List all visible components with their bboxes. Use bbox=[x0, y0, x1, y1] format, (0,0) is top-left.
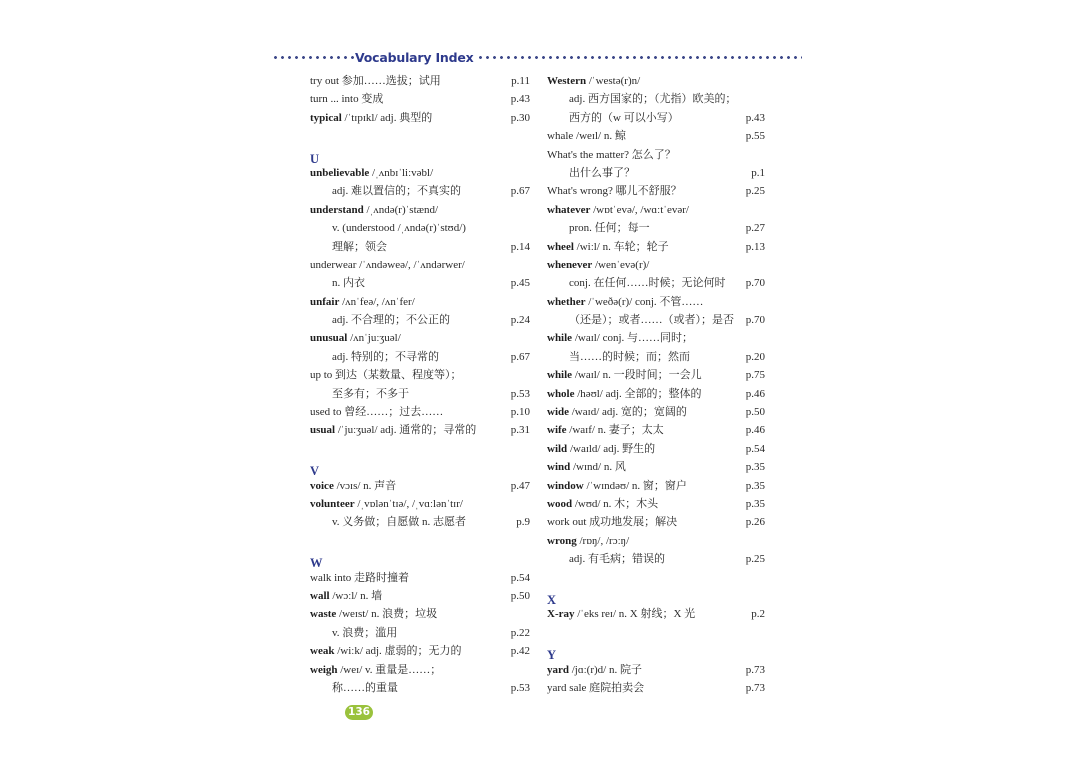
headword: while bbox=[547, 332, 573, 345]
definition: /waɪl/ n. 一段时间；一会儿 bbox=[572, 369, 702, 382]
vocab-entry bbox=[310, 329, 530, 347]
headword: weigh bbox=[310, 663, 338, 676]
definition: adj. 不合理的；不公正的 bbox=[332, 314, 450, 327]
definition: /waɪld/ adj. 野生的 bbox=[567, 442, 656, 455]
page-ref: p.67 bbox=[510, 185, 530, 198]
page-ref: p.50 bbox=[510, 589, 530, 602]
definition: /waɪl/ conj. 与……同时； bbox=[572, 332, 694, 345]
definition: pron. 任何；每一 bbox=[569, 222, 650, 235]
entry-continuation bbox=[547, 311, 765, 329]
page-ref: p.30 bbox=[510, 111, 530, 124]
entry-continuation bbox=[547, 348, 765, 366]
entry-text bbox=[310, 182, 461, 200]
headword: wall bbox=[310, 589, 330, 602]
headword: whenever bbox=[547, 258, 593, 271]
entry-text bbox=[310, 679, 398, 697]
headword: voice bbox=[310, 479, 334, 492]
entry-text bbox=[310, 587, 382, 605]
definition: work out 成功地发展；解决 bbox=[547, 516, 678, 529]
definition: 出什么事了？ bbox=[569, 166, 635, 179]
entry-continuation bbox=[547, 90, 765, 108]
entry-text bbox=[547, 679, 644, 697]
entry-text bbox=[310, 201, 438, 219]
entry-text bbox=[547, 90, 736, 108]
spacer bbox=[310, 440, 530, 458]
entry-text bbox=[547, 532, 629, 550]
entry-text bbox=[547, 458, 626, 476]
entry-text bbox=[547, 477, 687, 495]
vocab-entry bbox=[547, 146, 765, 164]
page-ref: p.13 bbox=[745, 240, 765, 253]
headword: understand bbox=[310, 203, 364, 216]
definition: try out 参加……选拔；试用 bbox=[310, 75, 441, 87]
page-ref: p.43 bbox=[510, 93, 530, 106]
page-ref: p.42 bbox=[510, 645, 530, 658]
definition: /wɪnd/ n. 风 bbox=[570, 461, 626, 474]
definition: /rɒŋ/, /rɔːŋ/ bbox=[576, 534, 630, 547]
vocab-entry bbox=[310, 661, 530, 679]
definition: adj. 特别的；不寻常的 bbox=[332, 350, 439, 363]
vocab-entry bbox=[310, 164, 530, 182]
entry-text bbox=[547, 348, 690, 366]
page-ref: p.46 bbox=[745, 387, 765, 400]
definition: （还是）；或者……（或者）；是否 bbox=[569, 314, 734, 327]
entry-text bbox=[310, 495, 463, 513]
entry-text bbox=[547, 661, 642, 679]
page-ref: p.25 bbox=[745, 553, 765, 566]
page-ref: p.70 bbox=[745, 314, 765, 327]
spacer bbox=[547, 624, 765, 642]
vocab-entry bbox=[547, 182, 765, 200]
entry-text bbox=[310, 164, 433, 182]
entry-text bbox=[547, 127, 626, 145]
definition: /weɪ/ v. 重量是……； bbox=[337, 663, 442, 676]
entry-continuation bbox=[310, 513, 530, 531]
vocab-entry bbox=[310, 90, 530, 108]
page-ref: p.50 bbox=[745, 406, 765, 419]
section-header bbox=[272, 49, 802, 65]
definition: /vɔɪs/ n. 声音 bbox=[333, 479, 397, 492]
entry-continuation bbox=[547, 164, 765, 182]
spacer bbox=[310, 532, 530, 550]
entry-continuation bbox=[547, 109, 765, 127]
entry-continuation bbox=[310, 219, 530, 237]
definition: v. (understood /ˌʌndə(r)ˈstʊd/) bbox=[332, 222, 466, 235]
definition: conj. 在任何……时候；无论何时 bbox=[569, 277, 726, 290]
headword: X-ray bbox=[547, 608, 575, 621]
definition: /waɪf/ n. 妻子；太太 bbox=[566, 424, 664, 437]
vocab-entry bbox=[547, 238, 765, 256]
definition: 至多有；不多于 bbox=[332, 387, 409, 400]
definition: v. 浪费；滥用 bbox=[332, 626, 398, 639]
page-ref: p.35 bbox=[745, 479, 765, 492]
definition: /ˈwestə(r)n/ bbox=[586, 75, 641, 87]
dotted-rule-right bbox=[477, 56, 803, 59]
headword: wide bbox=[547, 406, 569, 419]
page-ref: p.2 bbox=[751, 608, 765, 621]
vocab-entry bbox=[547, 477, 765, 495]
headword: unusual bbox=[310, 332, 348, 345]
vocab-entry bbox=[547, 329, 765, 347]
vocab-entry bbox=[547, 532, 765, 550]
definition: walk into 走路时撞着 bbox=[310, 571, 409, 584]
vocab-entry bbox=[310, 421, 530, 439]
entry-text bbox=[310, 329, 401, 347]
entry-text bbox=[547, 311, 734, 329]
entry-text bbox=[547, 146, 676, 164]
entry-text bbox=[547, 366, 702, 384]
definition: up to 到达（某数量、程度等）； bbox=[310, 369, 462, 382]
page-ref: p.73 bbox=[745, 663, 765, 676]
definition: 称……的重量 bbox=[332, 681, 398, 694]
page-ref: p.54 bbox=[510, 571, 530, 584]
entry-text bbox=[310, 348, 439, 366]
definition: /ˈtɪpɪkl/ adj. 典型的 bbox=[341, 111, 433, 124]
definition: /ˈweðə(r)/ conj. 不管…… bbox=[585, 295, 704, 308]
definition: /wiːl/ n. 车轮；轮子 bbox=[573, 240, 669, 253]
entry-continuation bbox=[310, 348, 530, 366]
entry-text bbox=[547, 109, 679, 127]
section-letter: W bbox=[310, 556, 323, 571]
vocab-entry bbox=[310, 477, 530, 495]
entry-text bbox=[547, 440, 655, 458]
entry-continuation bbox=[547, 550, 765, 568]
vocab-entry bbox=[310, 642, 530, 660]
page-ref: p.47 bbox=[510, 479, 530, 492]
entry-text bbox=[547, 513, 677, 531]
entry-text bbox=[310, 421, 476, 439]
page-ref: p.24 bbox=[510, 314, 530, 327]
definition: /ʌnˈjuːʒuəl/ bbox=[347, 332, 401, 345]
entry-text bbox=[310, 90, 383, 108]
entry-continuation bbox=[310, 624, 530, 642]
definition: /jɑː(r)d/ n. 院子 bbox=[569, 663, 642, 676]
page-ref: p.31 bbox=[510, 424, 530, 437]
page-ref: p.14 bbox=[510, 240, 530, 253]
vocab-entry bbox=[547, 513, 765, 531]
definition: adj. 有毛病；错误的 bbox=[569, 553, 665, 566]
page-title: Vocabulary Index bbox=[355, 49, 474, 65]
vocab-entry bbox=[310, 72, 530, 90]
headword: wife bbox=[547, 424, 567, 437]
entry-continuation bbox=[310, 679, 530, 697]
definition: /ˈeks reɪ/ n. X 射线；X 光 bbox=[574, 608, 696, 621]
entry-text bbox=[547, 238, 669, 256]
definition: /ˌvɒlənˈtɪə/, /ˌvɑːlənˈtɪr/ bbox=[354, 497, 463, 510]
entry-text bbox=[310, 605, 437, 623]
entry-text bbox=[310, 477, 396, 495]
vocab-entry bbox=[547, 421, 765, 439]
vocab-entry bbox=[310, 109, 530, 127]
entry-text bbox=[310, 219, 466, 237]
spacer bbox=[310, 127, 530, 145]
entry-text bbox=[310, 256, 465, 274]
entry-text bbox=[310, 661, 441, 679]
page-ref: p.20 bbox=[745, 350, 765, 363]
entry-continuation bbox=[310, 385, 530, 403]
entry-text bbox=[310, 274, 365, 292]
entry-text bbox=[310, 513, 466, 531]
headword: wood bbox=[547, 497, 573, 510]
headword: waste bbox=[310, 608, 337, 621]
definition: adj. 难以置信的；不真实的 bbox=[332, 185, 461, 198]
definition: 理解；领会 bbox=[332, 240, 387, 253]
section-letter: Y bbox=[547, 648, 557, 663]
entry-continuation bbox=[310, 182, 530, 200]
page-ref: p.11 bbox=[511, 75, 530, 87]
definition: What's wrong? 哪儿不舒服？ bbox=[547, 185, 682, 198]
entry-text bbox=[310, 311, 450, 329]
headword: volunteer bbox=[310, 497, 355, 510]
page-ref: p.53 bbox=[510, 387, 530, 400]
page-ref: p.73 bbox=[745, 681, 765, 694]
entry-text bbox=[310, 569, 409, 587]
vocab-entry bbox=[547, 293, 765, 311]
entry-text bbox=[547, 495, 658, 513]
headword: wrong bbox=[547, 534, 577, 547]
vocab-entry bbox=[547, 72, 765, 90]
vocab-entry bbox=[547, 201, 765, 219]
page-ref: p.46 bbox=[745, 424, 765, 437]
page-ref: p.54 bbox=[745, 442, 765, 455]
headword: window bbox=[547, 479, 584, 492]
section-letter: X bbox=[547, 592, 557, 607]
definition: /həʊl/ adj. 全部的；整体的 bbox=[574, 387, 702, 400]
vocab-entry bbox=[310, 366, 530, 384]
definition: /ˌʌnbɪˈliːvəbl/ bbox=[369, 166, 434, 179]
entry-text bbox=[547, 219, 650, 237]
page-ref: p.35 bbox=[745, 461, 765, 474]
entry-text bbox=[310, 624, 397, 642]
entry-text bbox=[547, 182, 682, 200]
entry-text bbox=[547, 403, 687, 421]
vocab-entry bbox=[547, 605, 765, 623]
entry-continuation bbox=[547, 219, 765, 237]
section-letter: V bbox=[310, 464, 320, 479]
page-ref: p.75 bbox=[745, 369, 765, 382]
entry-continuation bbox=[547, 274, 765, 292]
entry-text bbox=[310, 109, 432, 127]
vocab-entry bbox=[547, 458, 765, 476]
definition: What's the matter? 怎么了？ bbox=[547, 148, 676, 161]
definition: /waɪd/ adj. 宽的；宽阔的 bbox=[569, 406, 687, 419]
entry-text bbox=[310, 642, 462, 660]
definition: n. 内衣 bbox=[332, 277, 365, 290]
section-letter: U bbox=[310, 151, 320, 166]
page-ref: p.22 bbox=[510, 626, 530, 639]
page-ref: p.1 bbox=[751, 166, 765, 179]
headword: yard bbox=[547, 663, 569, 676]
entry-text bbox=[547, 421, 664, 439]
vocab-column-left bbox=[310, 72, 530, 697]
definition: /wʊd/ n. 木；木头 bbox=[572, 497, 659, 510]
entry-text bbox=[310, 238, 387, 256]
vocab-entry bbox=[310, 403, 530, 421]
definition: /ˈwɪndəʊ/ n. 窗；窗户 bbox=[583, 479, 687, 492]
headword: wind bbox=[547, 461, 571, 474]
page-ref: p.26 bbox=[745, 516, 765, 529]
definition: /weɪst/ n. 浪费；垃圾 bbox=[336, 608, 438, 621]
vocab-entry bbox=[547, 440, 765, 458]
vocab-entry bbox=[310, 201, 530, 219]
page-ref: p.35 bbox=[745, 497, 765, 510]
definition: /wɒtˈevə/, /wɑːtˈevər/ bbox=[590, 203, 689, 216]
vocab-entry bbox=[547, 403, 765, 421]
vocab-entry bbox=[547, 366, 765, 384]
definition: /ˌʌndə(r)ˈstænd/ bbox=[363, 203, 439, 216]
page-ref: p.10 bbox=[510, 406, 530, 419]
entry-text bbox=[310, 72, 441, 90]
entry-text bbox=[310, 293, 415, 311]
definition: whale /weɪl/ n. 鲸 bbox=[547, 130, 626, 143]
vocab-column-right bbox=[547, 72, 765, 697]
definition: /wenˈevə(r)/ bbox=[592, 258, 650, 271]
vocab-entry bbox=[547, 679, 765, 697]
entry-text bbox=[547, 201, 689, 219]
vocab-entry bbox=[310, 587, 530, 605]
entry-continuation bbox=[310, 238, 530, 256]
definition: 当……的时候；而；然而 bbox=[569, 350, 690, 363]
vocab-entry bbox=[310, 495, 530, 513]
vocab-entry bbox=[547, 385, 765, 403]
entry-continuation bbox=[310, 311, 530, 329]
definition: adj. 西方国家的；（尤指）欧美的； bbox=[569, 93, 737, 106]
definition: turn ... into 变成 bbox=[310, 93, 384, 106]
page-ref: p.27 bbox=[745, 222, 765, 235]
page-ref: p.25 bbox=[745, 185, 765, 198]
vocab-entry bbox=[310, 605, 530, 623]
definition: used to 曾经……；过去…… bbox=[310, 406, 444, 419]
vocab-entry bbox=[547, 661, 765, 679]
page-ref: p.45 bbox=[510, 277, 530, 290]
vocab-entry bbox=[547, 256, 765, 274]
entry-text bbox=[547, 293, 703, 311]
entry-text bbox=[547, 72, 640, 90]
headword: unbelievable bbox=[310, 166, 370, 179]
headword: Western bbox=[547, 75, 587, 87]
page-ref: p.70 bbox=[745, 277, 765, 290]
headword: while bbox=[547, 369, 573, 382]
entry-text bbox=[547, 550, 665, 568]
headword: whole bbox=[547, 387, 575, 400]
definition: /ˈjuːʒuəl/ adj. 通常的；寻常的 bbox=[335, 424, 477, 437]
vocab-entry bbox=[547, 127, 765, 145]
page-ref: p.43 bbox=[745, 111, 765, 124]
definition: v. 义务做；自愿做 n. 志愿者 bbox=[332, 516, 467, 529]
headword: typical bbox=[310, 111, 342, 124]
headword: whether bbox=[547, 295, 586, 308]
definition: 西方的（w 可以小写） bbox=[569, 111, 679, 124]
page-ref: p.55 bbox=[745, 130, 765, 143]
definition: /wiːk/ adj. 虚弱的；无力的 bbox=[334, 645, 462, 658]
headword: whatever bbox=[547, 203, 591, 216]
vocab-entry bbox=[310, 569, 530, 587]
vocab-entry bbox=[310, 256, 530, 274]
entry-text bbox=[547, 385, 702, 403]
entry-text bbox=[547, 164, 635, 182]
headword: wild bbox=[547, 442, 568, 455]
entry-continuation bbox=[310, 274, 530, 292]
vocab-entry bbox=[310, 293, 530, 311]
entry-text bbox=[547, 256, 649, 274]
page-ref: p.67 bbox=[510, 350, 530, 363]
entry-text bbox=[547, 274, 725, 292]
headword: usual bbox=[310, 424, 336, 437]
headword: weak bbox=[310, 645, 335, 658]
definition: yard sale 庭院拍卖会 bbox=[547, 681, 645, 694]
headword: wheel bbox=[547, 240, 574, 253]
dotted-rule-left bbox=[272, 56, 354, 59]
page-number-badge: 136 bbox=[345, 705, 373, 720]
entry-text bbox=[310, 385, 409, 403]
entry-text bbox=[310, 403, 443, 421]
page-ref: p.9 bbox=[516, 516, 530, 529]
entry-text bbox=[310, 366, 462, 384]
definition: /ʌnˈfeə/, /ʌnˈfer/ bbox=[339, 295, 415, 308]
page-ref: p.53 bbox=[510, 681, 530, 694]
entry-text bbox=[547, 605, 695, 623]
definition: underwear /ˈʌndəweə/, /ˈʌndərwer/ bbox=[310, 258, 465, 271]
vocab-entry bbox=[547, 495, 765, 513]
entry-text bbox=[547, 329, 693, 347]
spacer bbox=[547, 569, 765, 587]
headword: unfair bbox=[310, 295, 340, 308]
definition: /wɔːl/ n. 墙 bbox=[329, 589, 383, 602]
